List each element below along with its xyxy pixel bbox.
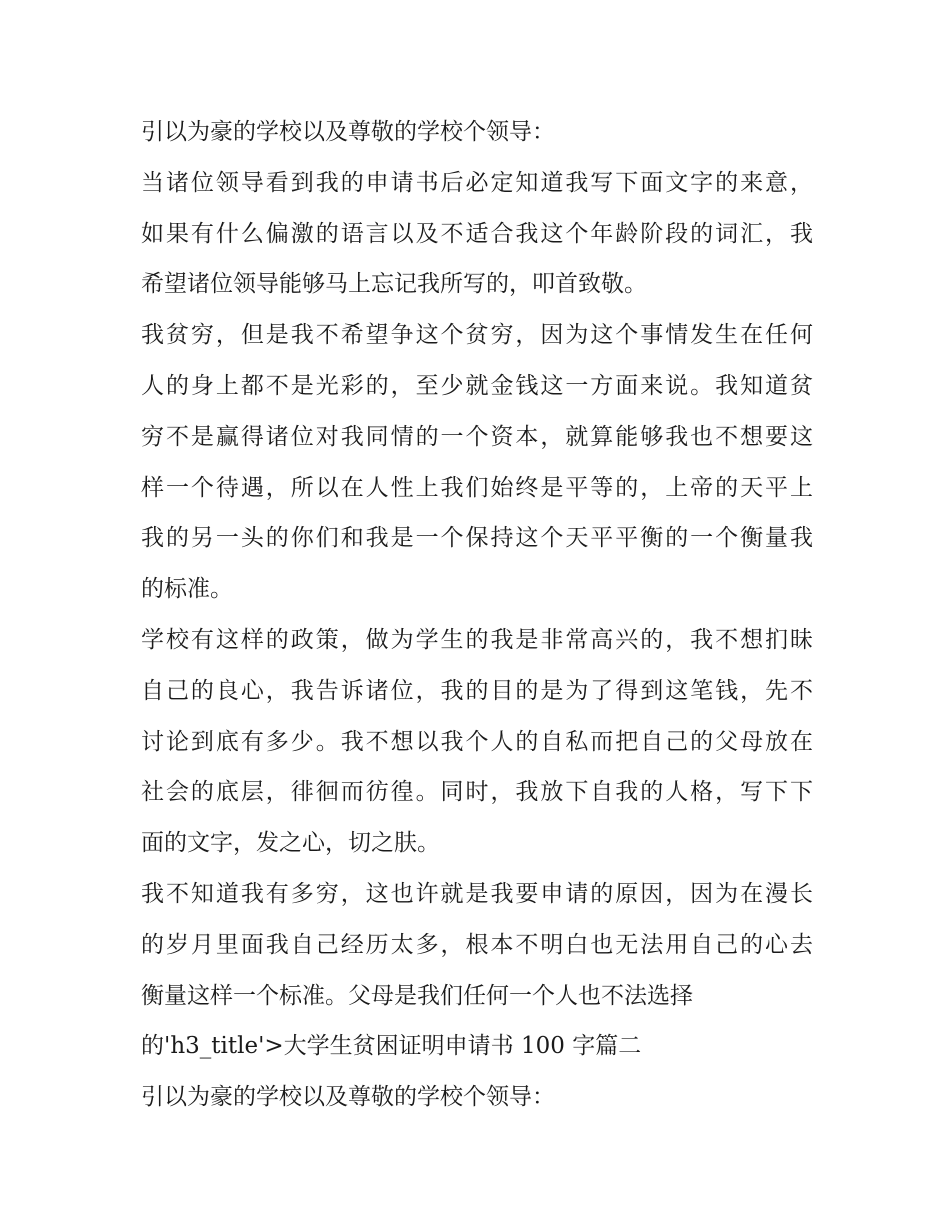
section-title-line: 的'h3_title'>大学生贫困证明申请书 100 字篇二 xyxy=(141,1033,642,1060)
salutation-line: 引以为豪的学校以及尊敬的学校个领导： xyxy=(141,1084,555,1111)
text-line: 如果有什么偏激的语言以及不适合我这个年龄阶段的词汇，我 xyxy=(141,220,813,247)
text-line: 样一个待遇，所以在人性上我们始终是平等的，上帝的天平上 xyxy=(141,474,813,501)
text-line: 自己的良心，我告诉诸位，我的目的是为了得到这笔钱，先不 xyxy=(141,677,813,704)
text-line: 我的另一头的你们和我是一个保持这个天平平衡的一个衡量我 xyxy=(141,525,813,552)
document-body xyxy=(141,107,813,1123)
text-line: 讨论到底有多少。我不想以我个人的自私而把自己的父母放在 xyxy=(141,728,813,755)
text-line: 的标准。 xyxy=(141,576,233,603)
text-line: 人的身上都不是光彩的，至少就金钱这一方面来说。我知道贫 xyxy=(141,372,813,399)
text-line: 的岁月里面我自己经历太多，根本不明白也无法用自己的心去 xyxy=(141,931,813,958)
text-line: 我不知道我有多穷，这也许就是我要申请的原因，因为在漫长 xyxy=(141,880,813,907)
text-line: 衡量这样一个标准。父母是我们任何一个人也不法选择 xyxy=(141,982,693,1009)
text-line: 我贫穷，但是我不希望争这个贫穷，因为这个事情发生在任何 xyxy=(141,322,813,349)
text-line: 希望诸位领导能够马上忘记我所写的，叩首致敬。 xyxy=(141,271,647,298)
text-line: 穷不是赢得诸位对我同情的一个资本，就算能够我也不想要这 xyxy=(141,423,813,450)
text-line: 学校有这样的政策，做为学生的我是非常高兴的，我不想扪昧 xyxy=(141,626,813,653)
salutation-line: 引以为豪的学校以及尊敬的学校个领导： xyxy=(141,119,555,145)
text-line: 社会的底层，徘徊而彷徨。同时，我放下自我的人格，写下下 xyxy=(141,779,813,806)
text-line: 当诸位领导看到我的申请书后必定知道我写下面文字的来意， xyxy=(141,169,813,196)
text-line: 面的文字，发之心，切之肤。 xyxy=(141,830,440,857)
